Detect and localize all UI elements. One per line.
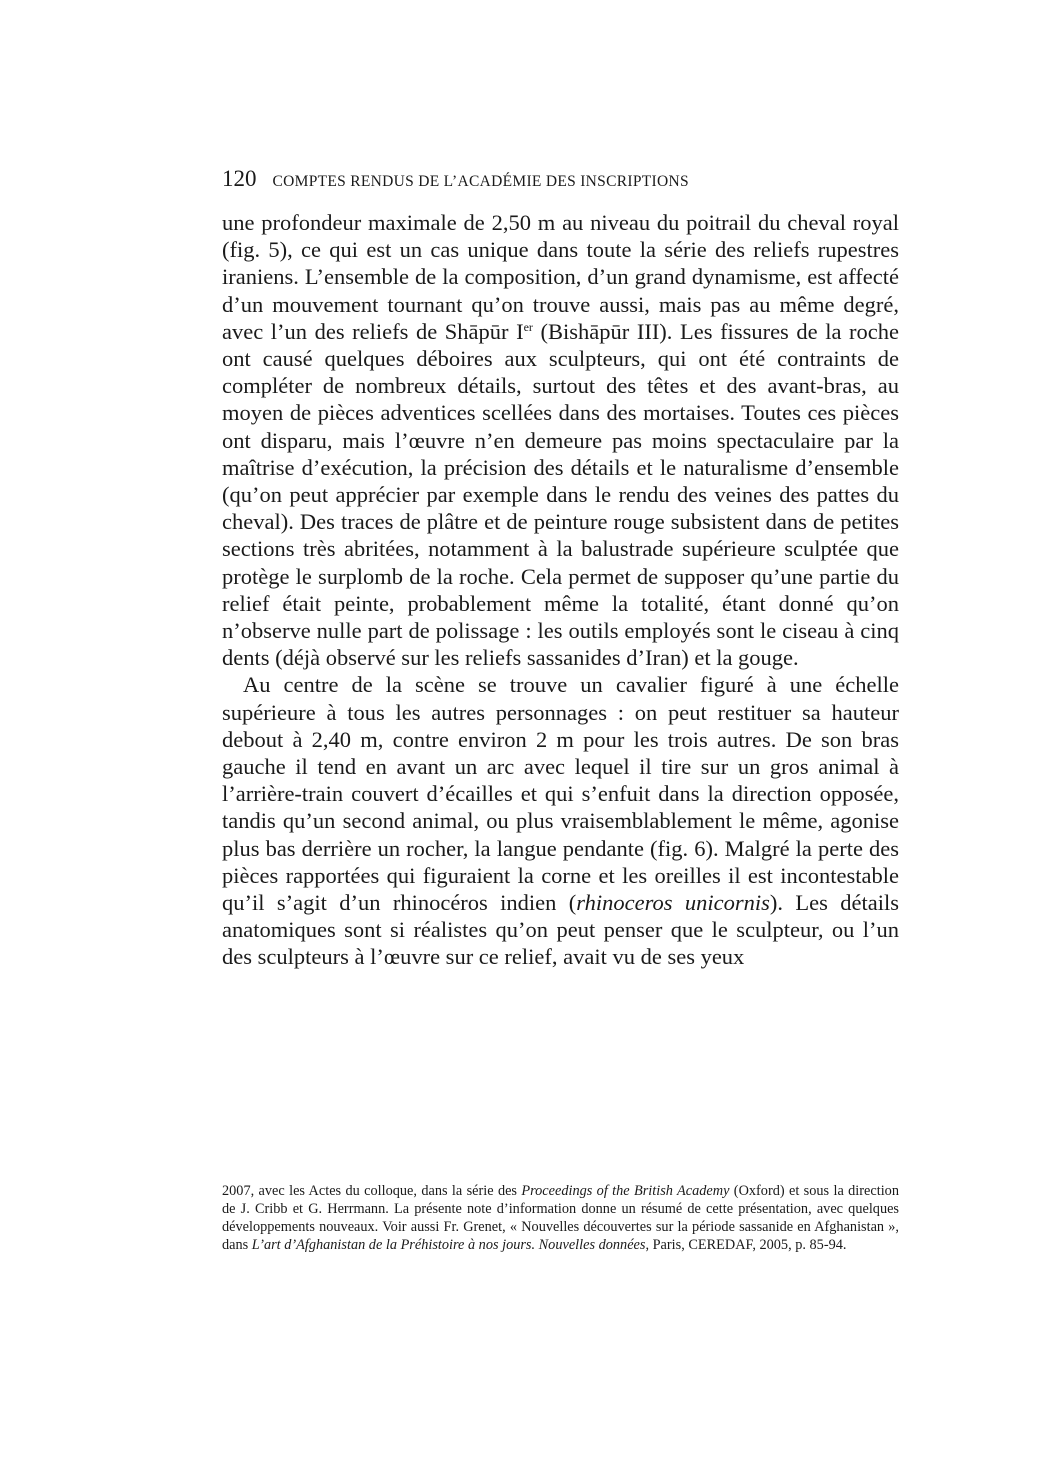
footnote-text xyxy=(222,1183,899,1255)
text-run: (Bishāpūr III). Les fissures de la roche ont causé quelques déboires aux sculpteurs, qui ont été contraints de compléter de nombreux détails, surtout des têtes et des avant-bras, au moyen de pièces adventices scellées dans des mortaises. Toutes ces pièces ont disparu, mais l’œuvre n’en demeure pas moins spectaculaire par la maîtrise d’exécution, la précision des détails et le naturalisme d’ensemble (qu’on peut apprécier par exemple dans le rendu des veines des pattes du cheval). Des traces de plâtre et de peinture rouge subsistent dans de petites sections très abritées, notamment à la balustrade supérieure sculptée que protège le surplomb de la roche. Cela permet de supposer qu’une partie du relief était peinte, probablement même la totalité, étant donné qu’on n’observe nulle part de polissage : les outils employés sont le ciseau à cinq dents (déjà observé sur les reliefs sassanides d’Iran) et la gouge. xyxy=(222,318,899,671)
page-number: 120 xyxy=(222,166,257,191)
text-run: ). Les détails anatomiques sont si réalistes qu’on peut penser que le sculpteur, ou l’un des sculpteurs à l’œuvre sur ce relief, avait vu de ses yeux xyxy=(222,890,899,970)
page-header xyxy=(222,166,902,196)
paragraph xyxy=(222,209,899,671)
text-run: , Paris, CEREDAF, 2005, p. 85-94. xyxy=(645,1236,847,1253)
paragraph xyxy=(222,671,899,970)
italic-title: Proceedings of the British Academy xyxy=(521,1183,730,1199)
superscript: er xyxy=(523,319,533,334)
text-run: 2007, avec les Actes du colloque, dans la série des xyxy=(222,1183,522,1199)
text-run: (Oxford) et sous la direction de J. Cribb et G. Herrmann. La présente note d’information donne un résumé de cette présentation, avec quelques développements nouveaux. Voir aussi Fr. Grenet, « Nouvelles découvertes sur la période sassanide en Afghanistan », dans xyxy=(222,1183,899,1253)
italic-title: L’art d’Afghanistan de la Préhistoire à nos jours. Nouvelles données xyxy=(251,1236,646,1253)
footnote xyxy=(222,1183,899,1255)
text-run: une profondeur maximale de 2,50 m au niveau du poitrail du cheval royal (fig. 5), ce qui est un cas unique dans toute la série des reliefs rupestres iraniens. L’ensemble de la composition, d’un grand dynamisme, est affecté d’un mouvement tournant qu’on trouve aussi, mais pas au même degré, avec l’un des reliefs de Shāpūr I xyxy=(222,210,899,344)
text-run: Au centre de la scène se trouve un cavalier figuré à une échelle supérieure à tous les autres personnages : on peut restituer sa hauteur debout à 2,40 m, contre environ 2 m pour les trois autres. De son bras gauche il tend en avant un arc avec lequel il tire sur un gros animal à l’arrière-train couvert d’écailles et qui s’enfuit dans la direction opposée, tandis qu’un second animal, ou plus vraisemblablement le même, agonise plus bas derrière un rocher, la langue pendante (fig. 6). Malgré la perte des pièces rapportées qui figuraient la corne et les oreilles il est incontestable qu’il s’agit d’un rhinocéros indien ( xyxy=(222,672,899,916)
running-head: COMPTES RENDUS DE L’ACADÉMIE DES INSCRIPTIONS xyxy=(272,173,689,190)
italic-term: rhinoceros unicornis xyxy=(576,890,770,916)
body-text xyxy=(222,209,899,971)
